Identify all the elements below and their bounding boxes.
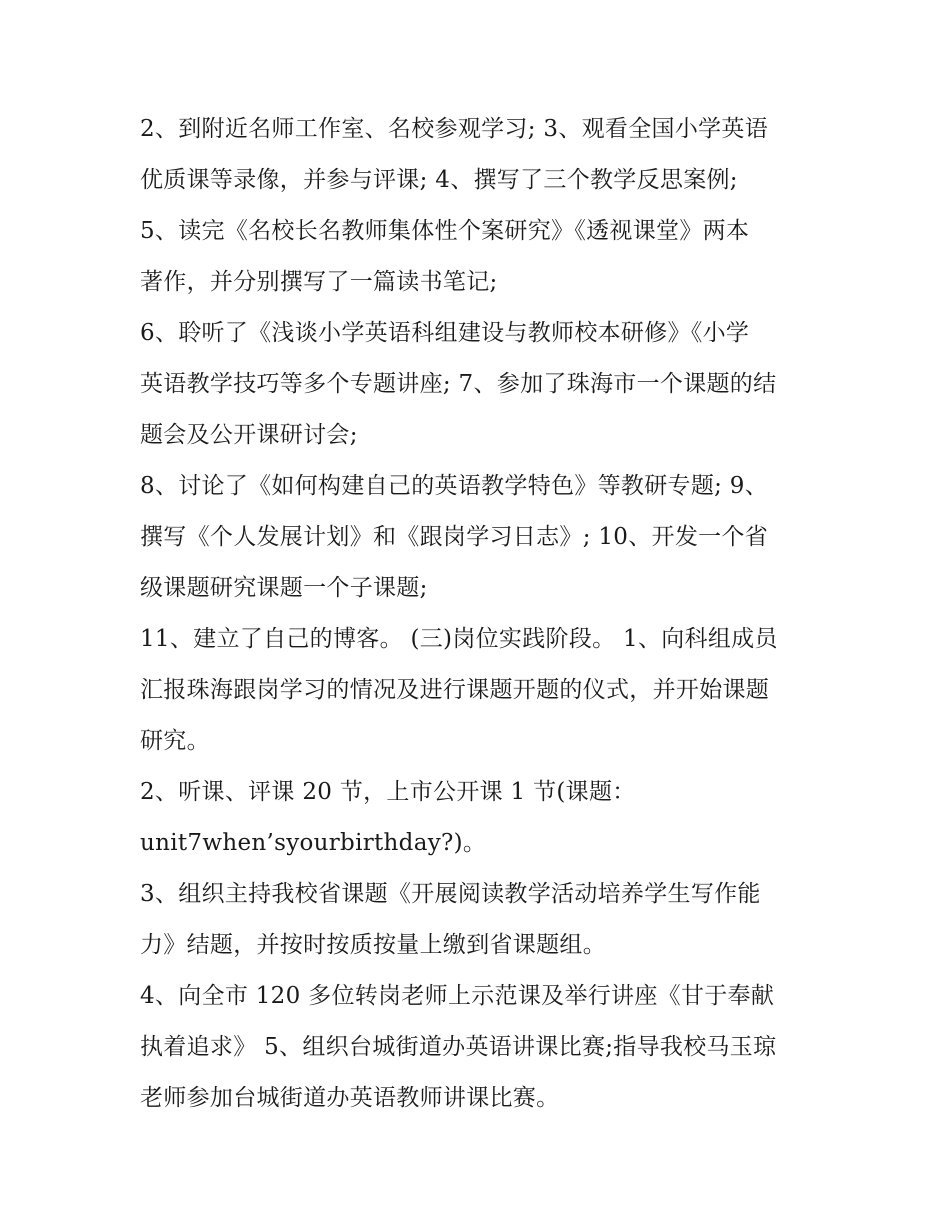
text-line: 4、向全市 120 多位转岗老师上示范课及举行讲座《甘于奉献 bbox=[140, 983, 775, 1009]
text-line: 6、聆听了《浅谈小学英语科组建设与教师校本研修》《小学 bbox=[140, 320, 750, 346]
document-body bbox=[140, 104, 830, 1124]
text-line: 2、听课、评课 20 节，上市公开课 1 节(课题： bbox=[140, 779, 636, 805]
text-line: 著作，并分别撰写了一篇读书笔记; bbox=[140, 269, 498, 295]
text-line: 级课题研究课题一个子课题; bbox=[140, 575, 428, 601]
text-line: 汇报珠海跟岗学习的情况及进行课题开题的仪式，并开始课题 bbox=[140, 677, 770, 703]
text-line: 5、读完《名校长名教师集体性个案研究》《透视课堂》两本 bbox=[140, 218, 750, 244]
text-line: 优质课等录像，并参与评课; 4、撰写了三个教学反思案例; bbox=[140, 167, 738, 193]
text-line: unit7when’syourbirthday?)。 bbox=[140, 830, 487, 856]
text-line: 执着追求》 5、组织台城街道办英语讲课比赛;指导我校马玉琼 bbox=[140, 1034, 777, 1060]
text-line: 8、讨论了《如何构建自己的英语教学特色》等教研专题; 9、 bbox=[140, 473, 769, 499]
text-line: 力》结题，并按时按质按量上缴到省课题组。 bbox=[140, 932, 606, 958]
text-line: 老师参加台城街道办英语教师讲课比赛。 bbox=[140, 1085, 560, 1111]
text-line: 3、组织主持我校省课题《开展阅读教学活动培养学生写作能 bbox=[140, 881, 761, 907]
text-line: 英语教学技巧等多个专题讲座; 7、参加了珠海市一个课题的结 bbox=[140, 371, 777, 397]
text-line: 11、建立了自己的博客。 (三)岗位实践阶段。 1、向科组成员 bbox=[140, 626, 778, 652]
text-line: 2、到附近名师工作室、名校参观学习; 3、观看全国小学英语 bbox=[140, 116, 769, 142]
text-line: 研究。 bbox=[140, 728, 210, 754]
text-line: 撰写《个人发展计划》和《跟岗学习日志》; 10、开发一个省 bbox=[140, 524, 769, 550]
text-line: 题会及公开课研讨会; bbox=[140, 422, 358, 448]
